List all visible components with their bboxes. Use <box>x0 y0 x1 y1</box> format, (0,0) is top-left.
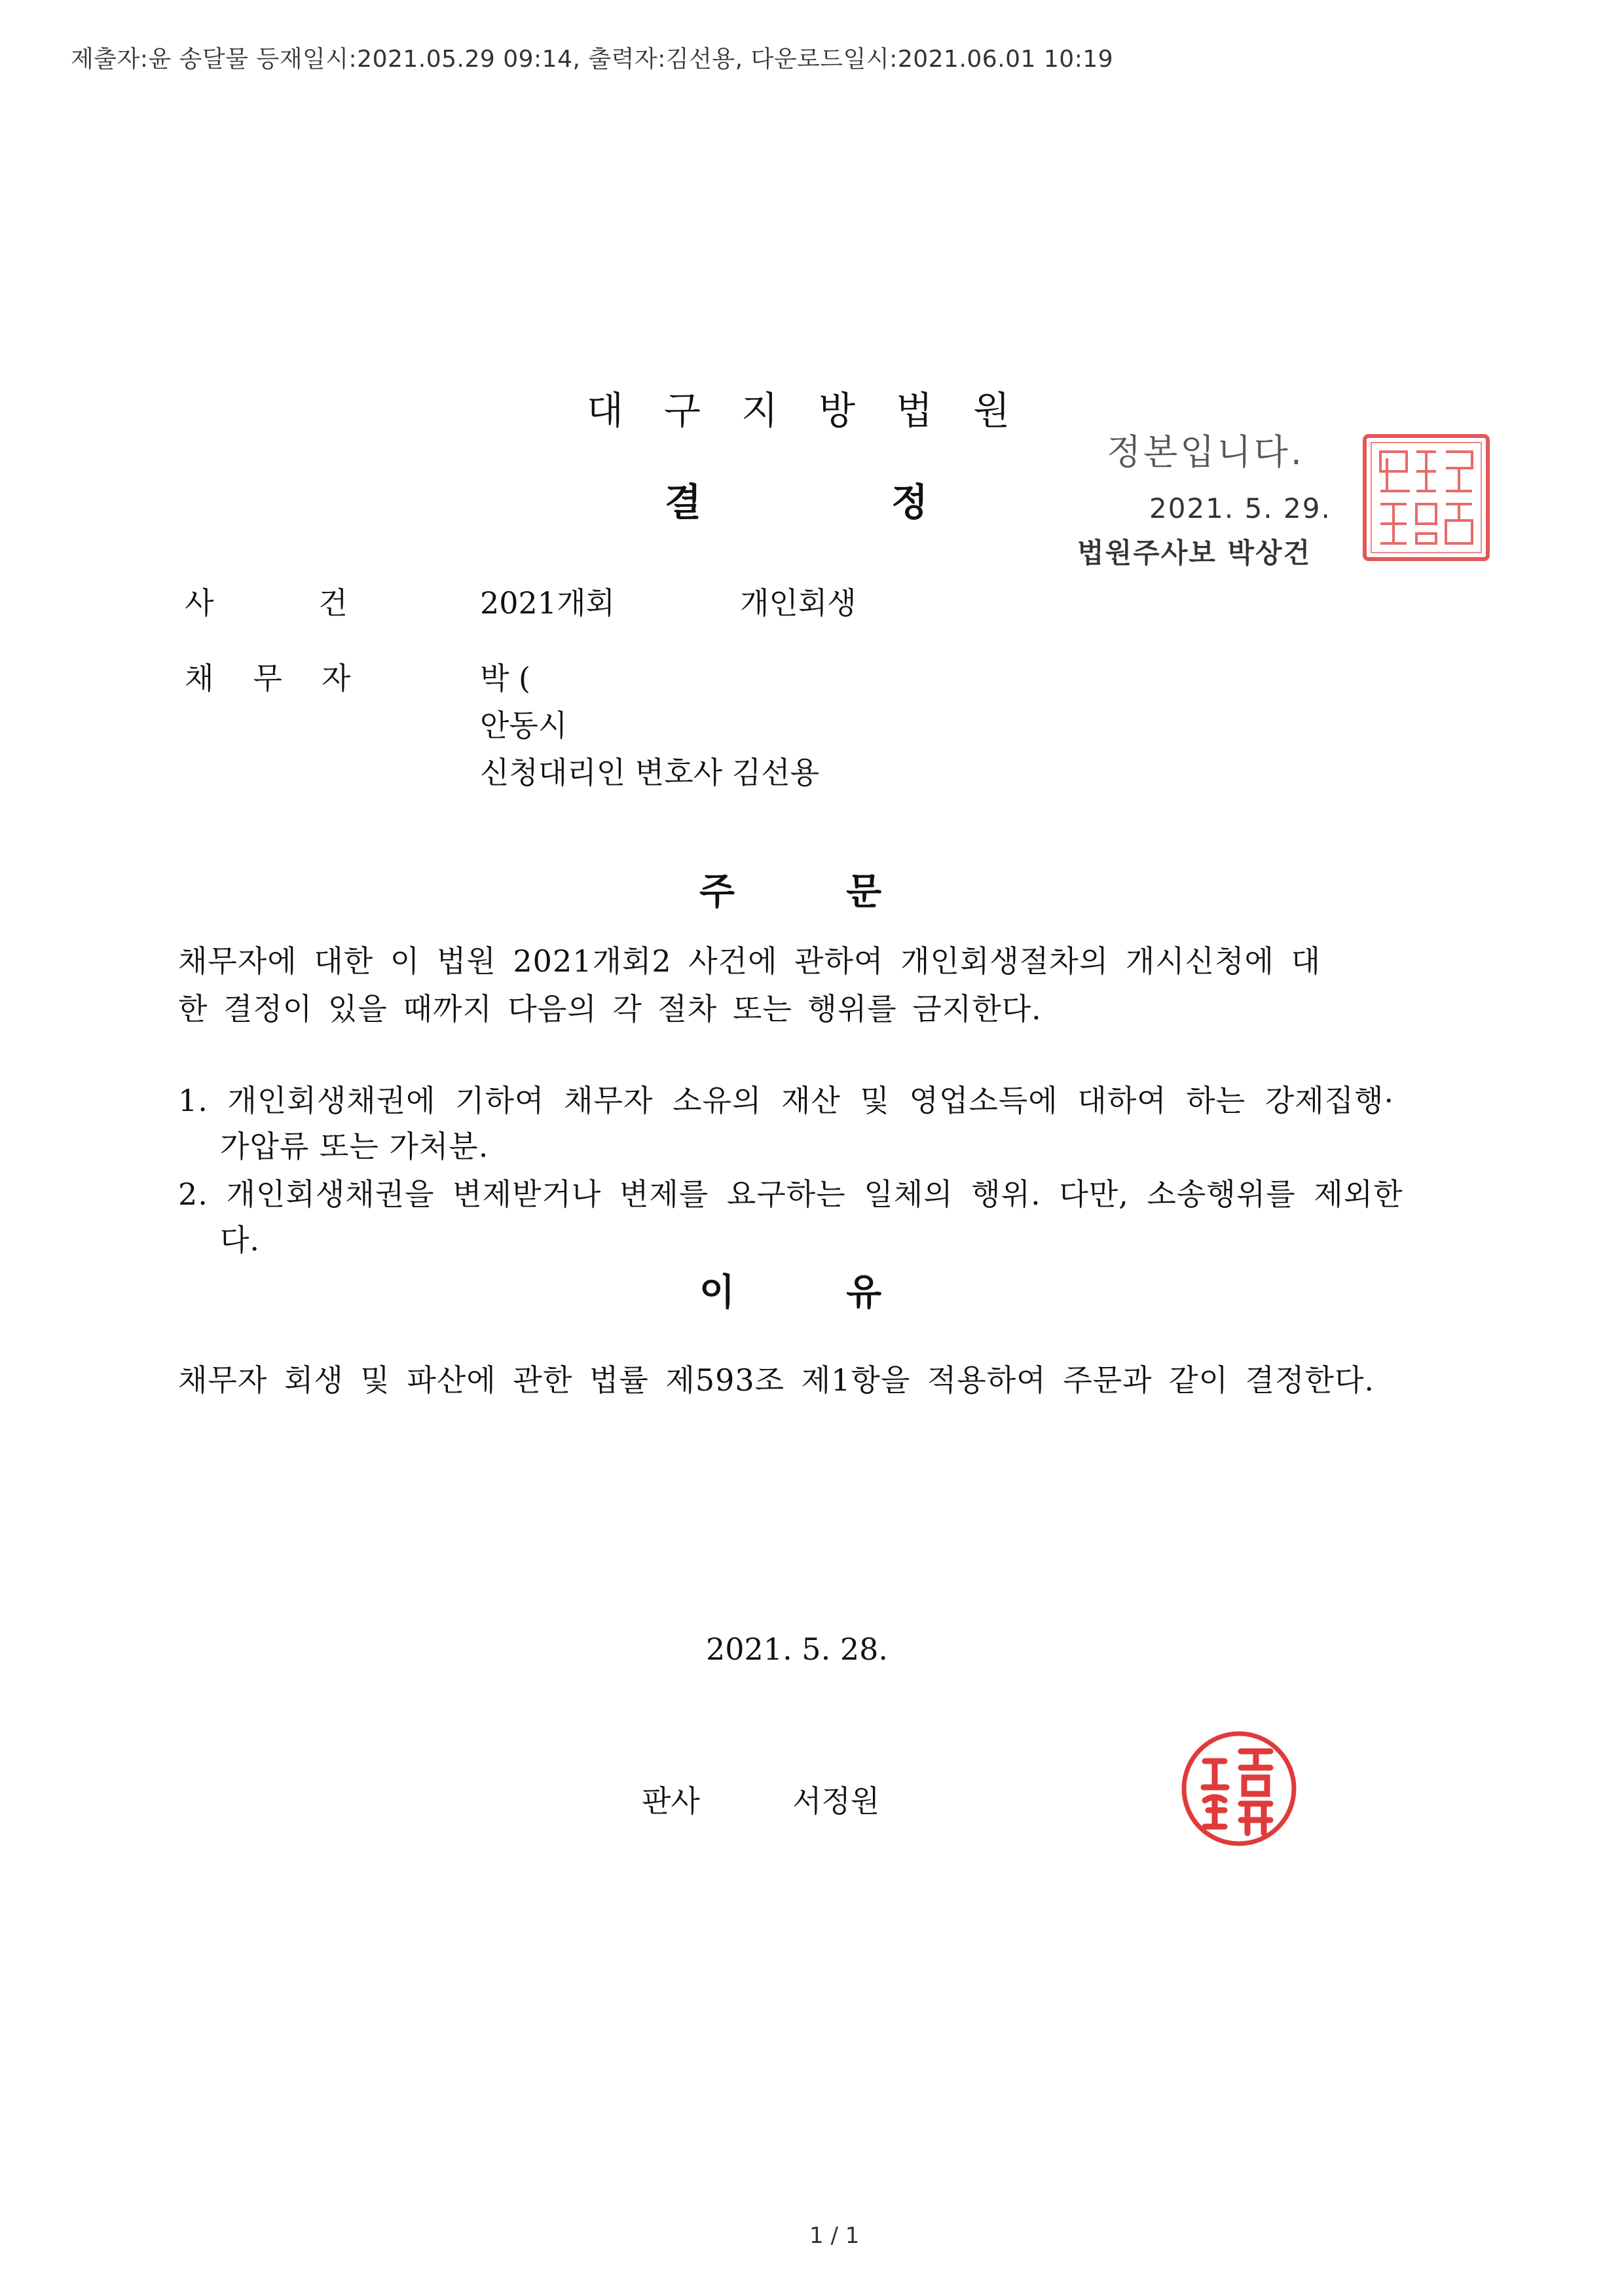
decision-date: 2021. 5. 28. <box>706 1631 888 1667</box>
debtor-label: 채무자 <box>185 661 390 696</box>
judge-seal-stamp <box>1179 1728 1300 1850</box>
debtor-name: 박 ( <box>480 661 531 696</box>
document-title: 결정 <box>665 480 1118 524</box>
order-paragraph-line1: 채무자에 대한 이 법원 2021개회2 사건에 관하여 개인회생절차의 개시신청에 대 <box>178 943 1321 979</box>
print-header: 제출자:윤 송달물 등재일시:2021.05.29 09:14, 출력자:김선용, 다운로드일시:2021.06.01 10:19 <box>71 46 1114 73</box>
order-item1-line1: 1. 개인회생채권에 기하여 채무자 소유의 재산 및 영업소득에 대하여 하는 강제집행· <box>178 1083 1395 1118</box>
reason-heading: 이유 <box>699 1271 993 1314</box>
certified-copy-date: 2021. 5. 29. <box>1149 492 1331 524</box>
debtor-agent: 신청대리인 변호사 김선용 <box>480 755 820 790</box>
order-item2-line2: 다. <box>220 1222 261 1258</box>
order-item1-line2: 가압류 또는 가처분. <box>220 1129 489 1164</box>
debtor-address: 안동시 <box>480 708 568 743</box>
judge-name: 서정원 <box>792 1783 880 1819</box>
case-number: 2021개회 <box>480 585 615 621</box>
order-heading: 주문 <box>699 871 993 913</box>
certified-copy-clerk: 법원주사보 박상건 <box>1077 537 1312 569</box>
court-seal-stamp <box>1361 432 1492 563</box>
order-paragraph-line2: 한 결정이 있을 때까지 다음의 각 절차 또는 행위를 금지한다. <box>178 991 1042 1027</box>
judge-title: 판사 <box>642 1783 700 1819</box>
order-item2-line1: 2. 개인회생채권을 변제받거나 변제를 요구하는 일체의 행위. 다만, 소송행위를 제외한 <box>178 1176 1403 1212</box>
court-name: 대구지방법원 <box>587 388 1051 433</box>
certified-copy-label: 정본입니다. <box>1107 431 1304 473</box>
reason-text: 채무자 회생 및 파산에 관한 법률 제593조 제1항을 적용하여 주문과 같이 결정한다. <box>178 1362 1375 1398</box>
case-label: 사건 <box>185 585 452 621</box>
page-number: 1 / 1 <box>809 2223 860 2249</box>
case-name: 개인회생 <box>740 585 857 621</box>
